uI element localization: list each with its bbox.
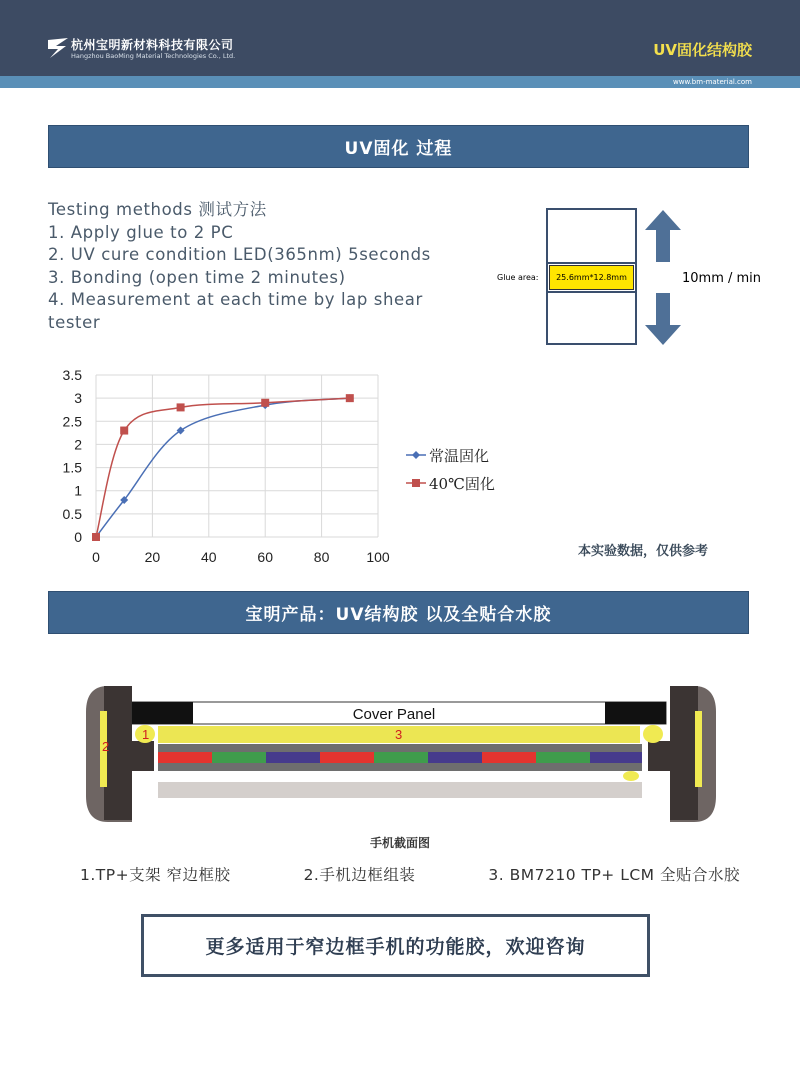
y-tick-label: 3.5	[62, 367, 82, 383]
data-point	[346, 394, 354, 402]
chart-note: 本实验数据，仅供参考	[578, 544, 709, 559]
data-point	[120, 427, 128, 435]
legend-marker	[412, 451, 420, 459]
specimen-divider	[546, 291, 637, 293]
x-tick-label: 100	[366, 549, 390, 565]
legend-label: 40℃固化	[429, 475, 495, 493]
legend-label: 常温固化	[429, 447, 490, 465]
label-1: 1	[142, 727, 150, 742]
y-tick-label: 0.5	[62, 505, 82, 522]
glue-area-box: 25.6mm*12.8mm	[549, 265, 634, 290]
backlight	[158, 782, 642, 798]
cover-panel-label: Cover Panel	[352, 706, 436, 723]
glue-dot-right	[623, 771, 639, 781]
x-tick-label: 40	[201, 549, 217, 565]
glue-area-label: Glue area:	[497, 273, 539, 282]
section-title-process: UV固化 过程	[48, 125, 749, 168]
pull-speed: 10mm / min	[682, 271, 762, 286]
cross-section-caption: 手机截面图	[369, 836, 430, 850]
methods-line: 4. Measurement at each time by lap shear	[48, 290, 423, 309]
cover-mask-left	[132, 702, 193, 724]
methods-line: 2. UV cure condition LED(365nm) 5seconds	[48, 245, 431, 264]
bracket-step-left	[132, 741, 154, 771]
specimen-divider	[546, 262, 637, 264]
website-link[interactable]: www.bm-material.com	[673, 78, 752, 86]
data-point	[261, 399, 269, 407]
contact-box: 更多适用于窄边框手机的功能胶，欢迎咨询	[141, 914, 650, 977]
glue-1-right	[643, 725, 663, 743]
y-tick-label: 0	[74, 529, 82, 545]
y-tick-label: 3	[74, 390, 82, 407]
company-name-cn: 杭州宝明新材料科技有限公司	[71, 38, 234, 52]
y-tick-label: 2	[74, 436, 82, 453]
phone-cross-section	[86, 684, 716, 824]
x-tick-label: 80	[313, 549, 330, 565]
bracket-right	[670, 686, 698, 820]
product-item: 2.手机边框组装	[303, 866, 416, 884]
company-name-en: Hangzhou BaoMing Material Technologies Co., Ltd.	[71, 52, 236, 60]
header-tag: UV固化结构胶	[653, 41, 752, 59]
data-point	[92, 533, 100, 541]
x-tick-label: 60	[257, 549, 273, 565]
pull-arrows-icon	[645, 210, 681, 345]
legend-marker	[412, 479, 420, 487]
product-item: 1.TP+支架 窄边框胶	[80, 866, 231, 884]
label-3: 3	[395, 727, 403, 742]
y-tick-label: 1	[74, 482, 82, 499]
product-item: 3. BM7210 TP+ LCM 全贴合水胶	[488, 866, 740, 884]
data-point	[177, 403, 185, 411]
bracket-step-right	[648, 741, 670, 771]
methods-line: tester	[48, 312, 101, 332]
x-tick-label: 0	[92, 549, 100, 565]
rgb-pixels	[158, 752, 642, 763]
logo-icon	[48, 38, 68, 58]
methods-line: Testing methods 测试方法	[48, 200, 267, 219]
cover-mask-right	[605, 702, 666, 724]
label-2: 2	[102, 739, 110, 754]
x-tick-label: 20	[144, 549, 161, 565]
testing-methods	[48, 199, 478, 334]
y-tick-label: 1.5	[62, 459, 82, 476]
y-tick-label: 2.5	[62, 413, 82, 430]
methods-line: 1. Apply glue to 2 PC	[48, 222, 234, 242]
glue-2-right	[695, 711, 702, 787]
cure-strength-chart	[40, 365, 510, 575]
product-list	[80, 863, 740, 885]
methods-line: 3. Bonding (open time 2 minutes)	[48, 267, 346, 287]
section-title-products: 宝明产品：UV结构胶 以及全贴合水胶	[48, 591, 749, 634]
